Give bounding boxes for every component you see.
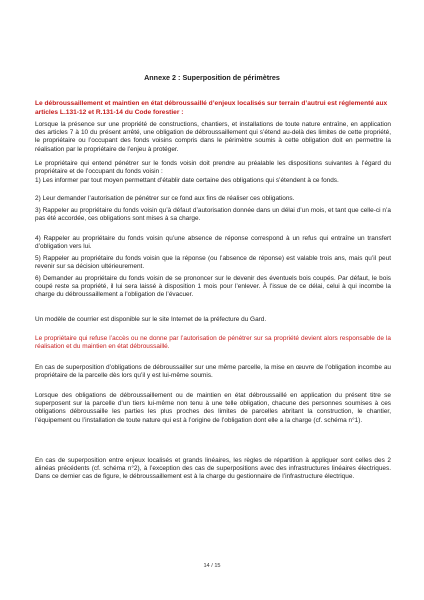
page-number: 14 / 15 — [203, 563, 221, 569]
step-1: 1) Les informer par tout moyen permettant d’établir date certaine des obligations qui s’étendent à ce fonds. — [35, 177, 339, 184]
step-6: 6) Demander au propriétaire du fonds voisin de se prononcer sur le devenir des éventuels bois coupés. Par défaut, le bois coupé reste sa propriété, il lui sera laissé à disposition 1 mois pour l’enlever. À l’issue de ce délai, celui à qui incombe la charge du débroussaillement a l’obligation de l’évacuer. — [35, 275, 391, 299]
step-4: 4) Rappeler au propriétaire du fonds voisin qu’une absence de réponse correspond à un refus qui entraîne un transfert d’obligation vers lui. — [35, 235, 391, 251]
paragraph-linear-infrastructure: En cas de superposition entre enjeux localisés et grands linéaires, les règles de répartition à appliquer sont celles des 2 alinéas précédents (cf. schéma n°2), à l’exception des cas de superpositions avec des infrastructures linéaires électriques. Dans ce dernier cas de figure, le débroussaillement est à la charge du gestionnaire de l’infrastructure électrique. — [35, 457, 391, 481]
paragraph-refusal: Le propriétaire qui refuse l’accès ou ne donne par l’autorisation de pénétrer sur sa propriété devient alors responsable de la réalisation et du maintien en état débroussaillé. — [35, 335, 391, 351]
step-2: 2) Leur demander l’autorisation de pénétrer sur ce fond aux fins de réaliser ces obligations. — [35, 195, 295, 202]
regulation-lead: Le débroussaillement et maintien en état débroussaillé d’enjeux localisés sur terrain d’autrui est réglementé aux articles L.131-12 et R.131-14 du Code forestier : — [35, 100, 388, 116]
paragraph-template-letter: Un modèle de courrier est disponible sur le site Internet de la préfecture du Gard. — [35, 316, 267, 323]
paragraph-superposition: En cas de superposition d’obligations de débroussailler sur une même parcelle, la mise en œuvre de l’obligation incombe au propriétaire de la parcelle dès lors qu’il y est lui-même soumis. — [35, 364, 391, 380]
paragraph-third-party: Lorsque des obligations de débroussaillement ou de maintien en état débroussaillé en application du présent titre se superposent sur la parcelle d’un tiers lui-même non tenu à une telle obligation, chacune des personnes soumises à ces obligations débroussaille les parties les plus proches des limites de parcelles abritant la construction, le chantier, l’équipement ou l’installation de toute nature qui est à l’origine de l’obligation dont elle a la charge (cf. schéma n°1). — [35, 392, 391, 424]
paragraph-obligation: Lorsque la présence sur une propriété de constructions, chantiers, et installations de toute nature entraîne, en application des articles 7 à 10 du présent arrêté, une obligation de débroussaillement qui s’étend au-delà des limites de cette propriété, le propriétaire ou l’occupant des fonds voisins compris dans le périmètre soumis à cette obligation doit en permettre la réalisation par le propriétaire de l’enjeu à protéger. — [35, 121, 391, 153]
paragraph-dispositions: Le propriétaire qui entend pénétrer sur le fonds voisin doit prendre au préalable les dispositions suivantes à l’égard du propriétaire et de l’occupant du fonds voisin : — [35, 160, 391, 176]
annex-title: Annexe 2 : Superposition de périmètres — [144, 73, 280, 82]
step-3: 3) Rappeler au propriétaire du fonds voisin qu’à défaut d’autorisation donnée dans un délai d’un mois, et tant que celle-ci n’a pas été accordée, ces obligations sont mises à sa charge. — [35, 207, 391, 223]
step-5: 5) Rappeler au propriétaire du fonds voisin que la réponse (ou l’absence de réponse) est valable trois ans, mais qu’il peut revenir sur sa décision ultérieurement. — [35, 255, 391, 271]
